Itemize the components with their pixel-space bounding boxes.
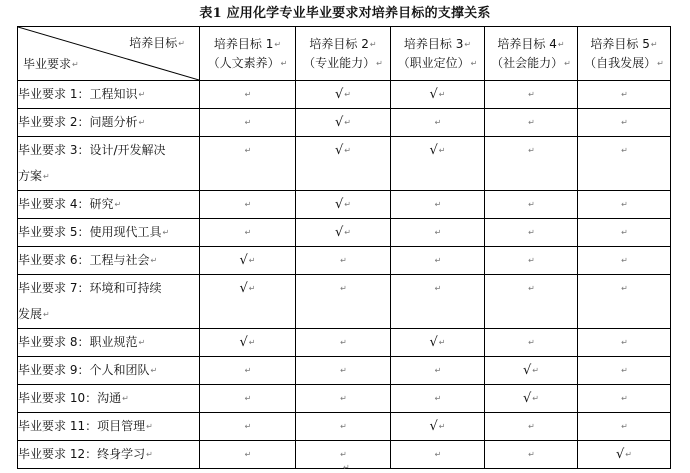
support-cell-goal-4: ↵ [485, 413, 578, 441]
support-cell-goal-5: ↵ [578, 137, 671, 191]
check-mark: √ [239, 335, 248, 350]
goal-subtitle: （专业能力） [303, 56, 376, 70]
check-mark: √ [429, 419, 438, 434]
support-cell-goal-2: ↵ [296, 357, 391, 385]
support-cell-goal-4: ↵ [485, 109, 578, 137]
requirement-label: 毕业要求 8：职业规范 [18, 335, 138, 349]
support-cell-goal-4: √↵ [485, 357, 578, 385]
table-title-text: 表1 应用化学专业毕业要求对培养目标的支撑关系 [199, 6, 491, 21]
support-cell-goal-5: ↵ [578, 219, 671, 247]
support-cell-goal-1: ↵ [200, 441, 296, 469]
support-cell-goal-4: ↵ [485, 191, 578, 219]
support-cell-goal-2: ↵ [296, 441, 391, 469]
support-cell-goal-3: ↵ [391, 109, 485, 137]
requirement-label: 毕业要求 2：问题分析 [18, 115, 138, 129]
support-cell-goal-4: √↵ [485, 385, 578, 413]
header-goal-1: 培养目标 1↵ （人文素养）↵ [200, 27, 296, 81]
requirement-label: 发展 [18, 307, 43, 321]
header-goal-2: 培养目标 2↵ （专业能力）↵ [296, 27, 391, 81]
support-cell-goal-1: ↵ [200, 191, 296, 219]
check-mark: √ [335, 87, 344, 102]
goal-subtitle: （职业定位） [397, 56, 470, 70]
table-row [18, 219, 671, 247]
requirement-label-cell: 毕业要求 3：设计/开发解决 方案↵ [18, 137, 200, 191]
check-mark: √ [335, 115, 344, 130]
requirement-label: 毕业要求 3：设计/开发解决 [18, 143, 166, 157]
support-cell-goal-2: √↵ [296, 191, 391, 219]
support-cell-goal-1: √↵ [200, 275, 296, 329]
requirement-label-cell: 毕业要求 7：环境和可持续 发展↵ [18, 275, 200, 329]
check-mark: √ [335, 197, 344, 212]
table-body [18, 27, 671, 469]
header-corner-cell [18, 27, 200, 81]
support-cell-goal-4: ↵ [485, 81, 578, 109]
support-cell-goal-1: ↵ [200, 385, 296, 413]
support-cell-goal-3: ↵ [391, 191, 485, 219]
header-goal-4: 培养目标 4↵ （社会能力）↵ [485, 27, 578, 81]
support-cell-goal-3: ↵ [391, 275, 485, 329]
support-cell-goal-5: ↵ [578, 329, 671, 357]
support-cell-goal-1: √↵ [200, 329, 296, 357]
requirement-label: 毕业要求 1：工程知识 [18, 87, 138, 101]
support-cell-goal-5: ↵ [578, 357, 671, 385]
support-cell-goal-4: ↵ [485, 329, 578, 357]
requirement-label-cell: 毕业要求 1：工程知识↵ [18, 81, 200, 109]
goal-subtitle: （自我发展） [584, 56, 657, 70]
requirement-label: 毕业要求 7：环境和可持续 [18, 281, 162, 295]
requirement-label: 毕业要求 12：终身学习 [18, 447, 146, 461]
goal-title: 培养目标 5 [590, 37, 650, 51]
support-cell-goal-2: ↵ [296, 275, 391, 329]
goal-title: 培养目标 3 [403, 37, 464, 51]
support-cell-goal-3: ↵ [391, 357, 485, 385]
header-row [18, 27, 671, 81]
support-cell-goal-5: ↵ [578, 413, 671, 441]
support-cell-goal-3: √↵ [391, 81, 485, 109]
support-cell-goal-4: ↵ [485, 137, 578, 191]
support-cell-goal-3: ↵ [391, 219, 485, 247]
support-cell-goal-2: ↵ [296, 413, 391, 441]
check-mark: √ [239, 281, 248, 296]
check-mark: √ [239, 253, 248, 268]
support-cell-goal-1: ↵ [200, 81, 296, 109]
support-cell-goal-1: ↵ [200, 137, 296, 191]
table-row [18, 137, 671, 191]
support-cell-goal-4: ↵ [485, 275, 578, 329]
check-mark: √ [523, 391, 532, 406]
support-cell-goal-2: ↵ [296, 329, 391, 357]
requirement-label-cell: 毕业要求 10：沟通↵ [18, 385, 200, 413]
corner-goal-label: 培养目标↵ [129, 36, 185, 50]
table-row [18, 109, 671, 137]
support-cell-goal-5: √↵ [578, 441, 671, 469]
requirement-label: 毕业要求 6：工程与社会 [18, 253, 150, 267]
support-cell-goal-3: √↵ [391, 137, 485, 191]
corner-requirement-label: 毕业要求↵ [23, 57, 79, 71]
requirement-label: 毕业要求 9：个人和团队 [18, 363, 150, 377]
paragraph-mark: ↵ [343, 463, 350, 472]
support-cell-goal-4: ↵ [485, 247, 578, 275]
table-row [18, 413, 671, 441]
header-goal-3: 培养目标 3↵ （职业定位）↵ [391, 27, 485, 81]
check-mark: √ [429, 335, 438, 350]
support-cell-goal-5: ↵ [578, 191, 671, 219]
support-cell-goal-3: ↵ [391, 385, 485, 413]
support-cell-goal-2: ↵ [296, 247, 391, 275]
support-cell-goal-2: √↵ [296, 219, 391, 247]
requirement-label-cell: 毕业要求 5：使用现代工具↵ [18, 219, 200, 247]
support-cell-goal-1: ↵ [200, 413, 296, 441]
header-goal-5: 培养目标 5↵ （自我发展）↵ [578, 27, 671, 81]
requirement-label-cell: 毕业要求 12：终身学习↵ [18, 441, 200, 469]
requirement-label: 毕业要求 10：沟通 [18, 391, 122, 405]
requirement-label-cell: 毕业要求 6：工程与社会↵ [18, 247, 200, 275]
requirement-label-cell: 毕业要求 4：研究↵ [18, 191, 200, 219]
requirement-label-cell: 毕业要求 9：个人和团队↵ [18, 357, 200, 385]
requirement-label-cell: 毕业要求 8：职业规范↵ [18, 329, 200, 357]
support-cell-goal-2: √↵ [296, 109, 391, 137]
support-cell-goal-1: ↵ [200, 109, 296, 137]
support-cell-goal-5: ↵ [578, 81, 671, 109]
requirement-label: 毕业要求 5：使用现代工具 [18, 225, 162, 239]
support-cell-goal-5: ↵ [578, 247, 671, 275]
support-cell-goal-2: √↵ [296, 137, 391, 191]
check-mark: √ [429, 143, 438, 158]
support-cell-goal-3: ↵ [391, 247, 485, 275]
support-cell-goal-1: √↵ [200, 247, 296, 275]
table-row [18, 357, 671, 385]
support-cell-goal-4: ↵ [485, 441, 578, 469]
check-mark: √ [616, 447, 625, 462]
support-cell-goal-5: ↵ [578, 385, 671, 413]
requirement-label-cell: 毕业要求 11：项目管理↵ [18, 413, 200, 441]
table-title [0, 4, 690, 24]
support-cell-goal-3: √↵ [391, 329, 485, 357]
goal-title: 培养目标 2 [309, 37, 369, 51]
goal-subtitle: （社会能力） [491, 56, 564, 70]
support-cell-goal-3: √↵ [391, 413, 485, 441]
requirement-label-cell: 毕业要求 2：问题分析↵ [18, 109, 200, 137]
support-cell-goal-1: ↵ [200, 357, 296, 385]
support-cell-goal-5: ↵ [578, 109, 671, 137]
support-cell-goal-2: √↵ [296, 81, 391, 109]
requirement-label: 毕业要求 4：研究 [18, 197, 114, 211]
support-cell-goal-4: ↵ [485, 219, 578, 247]
check-mark: √ [335, 143, 344, 158]
table-row [18, 275, 671, 329]
goal-title: 培养目标 4 [497, 37, 557, 51]
requirement-label: 方案 [18, 169, 43, 183]
check-mark: √ [523, 363, 532, 378]
table-row [18, 81, 671, 109]
table-row [18, 329, 671, 357]
support-cell-goal-3: ↵ [391, 441, 485, 469]
support-matrix-table [17, 26, 671, 469]
table-row [18, 247, 671, 275]
table-row [18, 191, 671, 219]
goal-subtitle: （人文素养） [207, 56, 280, 70]
support-cell-goal-2: ↵ [296, 385, 391, 413]
check-mark: √ [429, 87, 438, 102]
table-row [18, 385, 671, 413]
support-cell-goal-5: ↵ [578, 275, 671, 329]
requirement-label: 毕业要求 11：项目管理 [18, 419, 146, 433]
goal-title: 培养目标 1 [213, 37, 274, 51]
check-mark: √ [335, 225, 344, 240]
support-cell-goal-1: ↵ [200, 219, 296, 247]
